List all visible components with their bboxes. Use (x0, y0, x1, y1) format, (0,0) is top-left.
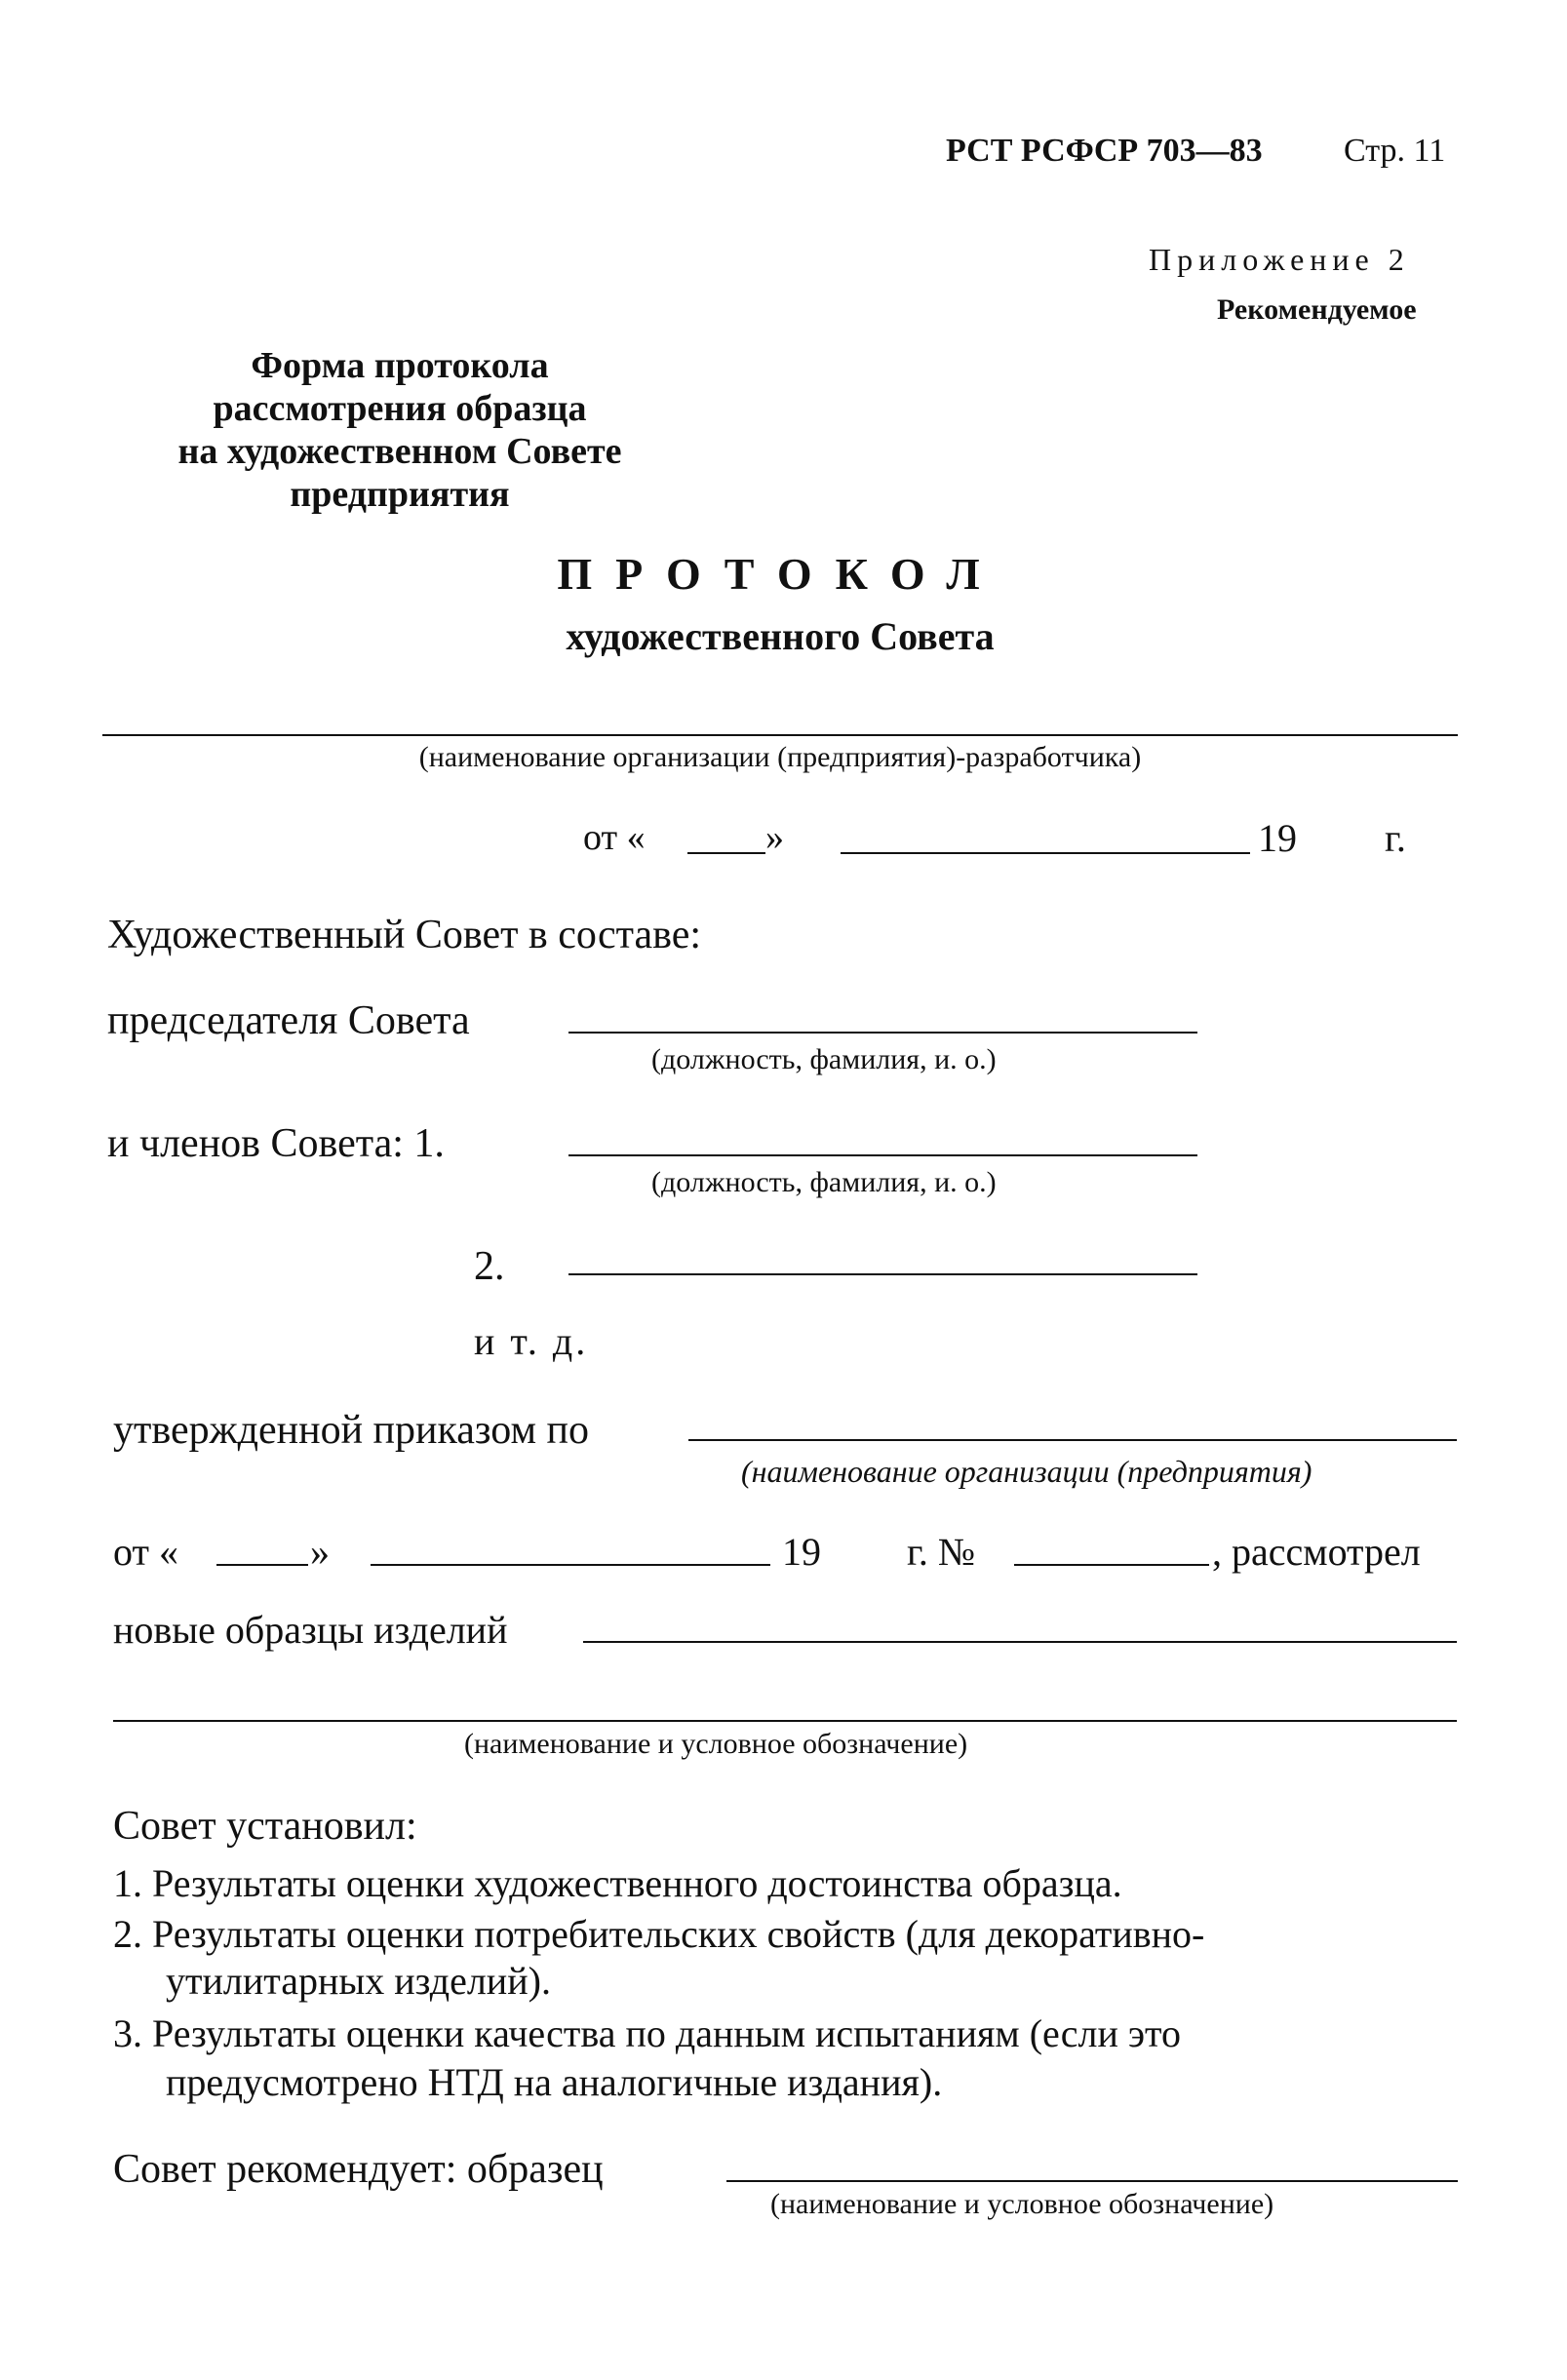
order-close-quote: » (310, 1530, 330, 1574)
date-day-blank (687, 852, 765, 854)
chairman-label: председателя Совета (107, 998, 470, 1043)
member1-blank-line (568, 1154, 1197, 1156)
protocol-title: ПРОТОКОЛ (557, 549, 1003, 599)
standard-number: РСТ РСФСР 703—83 (946, 133, 1263, 169)
page-number: Стр. 11 (1344, 133, 1446, 169)
member2-label: 2. (474, 1244, 505, 1289)
established-item3-line2: предусмотрено НТД на аналогичные издания). (166, 2060, 943, 2104)
order-year: 19 (782, 1530, 821, 1574)
date-month-blank (841, 852, 1250, 854)
established-item3-line1: 3. Результаты оценки качества по данным испытаниям (если это (113, 2011, 1181, 2055)
order-day-blank (216, 1564, 308, 1566)
members-label: и членов Совета: 1. (107, 1121, 445, 1166)
form-title-line2: рассмотрения образца (213, 388, 587, 429)
protocol-subtitle: художественного Совета (566, 614, 995, 658)
appendix-status: Рекомендуемое (1217, 293, 1417, 326)
established-item2-line1: 2. Результаты оценки потребительских свойств (для декоративно- (113, 1912, 1205, 1956)
recommends-caption: (наименование и условное обозначение) (770, 2188, 1274, 2220)
order-reviewed: , рассмотрел (1212, 1530, 1421, 1574)
form-title-line1: Форма протокола (251, 345, 549, 386)
samples-label: новые образцы изделий (113, 1608, 508, 1652)
order-g-no: г. № (907, 1530, 976, 1574)
member1-caption: (должность, фамилия, и. о.) (651, 1166, 997, 1198)
order-month-blank (371, 1564, 770, 1566)
appendix-label: Приложение 2 (1149, 242, 1410, 277)
form-title-line3: на художественном Совете (177, 431, 622, 472)
samples-caption: (наименование и условное обозначение) (464, 1728, 968, 1760)
samples-second-line (113, 1720, 1457, 1722)
established-item2-line2: утилитарных изделий). (166, 1959, 551, 2003)
org-caption: (наименование организации (предприятия)-разработчика) (418, 741, 1142, 773)
samples-blank-line (583, 1641, 1457, 1643)
date-year: 19 (1258, 816, 1297, 860)
approved-caption: (наименование организации (предприятия) (741, 1454, 1312, 1489)
date-from: от « (583, 817, 646, 858)
date-close-quote: » (765, 817, 784, 858)
etc-label: и т. д. (474, 1319, 589, 1363)
chairman-blank-line (568, 1032, 1197, 1034)
approved-blank-line (688, 1439, 1457, 1441)
order-number-blank (1014, 1564, 1209, 1566)
form-title-line4: предприятия (290, 474, 510, 515)
approved-label: утвержденной приказом по (113, 1408, 590, 1453)
date-year-suffix: г. (1385, 816, 1406, 860)
established-item1: 1. Результаты оценки художественного достоинства образца. (113, 1861, 1122, 1905)
recommends-label: Совет рекомендует: образец (113, 2147, 604, 2192)
member2-blank-line (568, 1273, 1197, 1275)
established-heading: Совет установил: (113, 1804, 417, 1849)
org-blank-line (102, 734, 1458, 736)
order-from: от « (113, 1530, 178, 1574)
council-heading: Художественный Совет в составе: (107, 913, 701, 957)
chairman-caption: (должность, фамилия, и. о.) (651, 1043, 997, 1075)
recommends-blank-line (726, 2180, 1458, 2182)
